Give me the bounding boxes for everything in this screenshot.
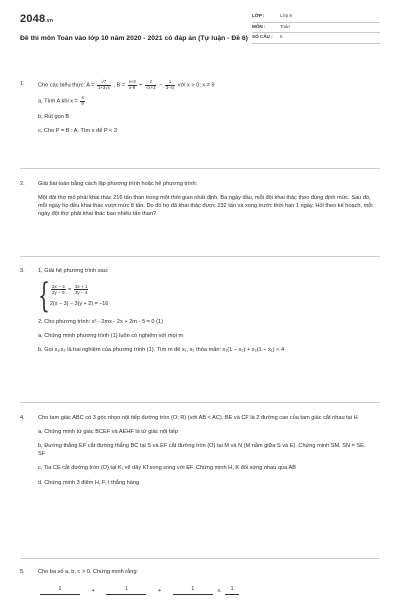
question-number: 5. (20, 569, 25, 575)
part-2b: b, Gọi x₁,x₂ là hai nghiệm của phương trình (1). Tìm m để x₁, x₂ thỏa mãn: x₁(1 − x₂) + x₂(1 − x₁) < 4 (38, 346, 285, 353)
fraction-b2: $\frac{2}{√x+3}$ (146, 79, 156, 90)
question-intro: Cho tam giác ABC có 3 góc nhọn nội tiếp đường tròn (O; R) (với AB < AC). BE và CF là 2 đường cao của tam giác cắt nhau tại H (38, 415, 358, 421)
part-2a: a, Chứng minh phương trình (1) luôn có nghiệm với mọi m (38, 332, 184, 339)
document-title: Đề thi môn Toán vào lớp 10 năm 2020 - 2021 có đáp án (Tự luận - Đề 6) (20, 34, 248, 42)
fraction-3: 1 (173, 586, 213, 595)
equation-system (38, 276, 374, 317)
meta-row-count: SỐ CÂU : 5 (252, 33, 380, 44)
question-2 (20, 180, 380, 224)
divider (20, 168, 380, 169)
fraction-b1: $\frac{x+3}{x-9}$ (128, 79, 136, 90)
equation-2: 2(x − 3) − 3(y + 2) = −16 (50, 300, 109, 307)
divider (20, 256, 380, 257)
meta-table (252, 12, 380, 44)
brand-logo[interactable]: 2048.vn (20, 13, 54, 25)
question-number: 3. (20, 268, 25, 274)
equation-1: $\frac{2x - 3}{2y - 5}$ = $\frac{3x + 1}{3y - 4}$ (52, 284, 88, 296)
part-c: c, Tia CE cắt đường tròn (O) tại K, vẽ dây KI song song với EF. Chứng minh H, K đối xứng nhau qua AB (38, 465, 296, 472)
question-intro: Cho ba số a, b, c > 0. Chứng minh rằng: (38, 569, 138, 575)
fraction-b3: $\frac{1}{3-√x}$ (165, 79, 175, 90)
meta-row-class: LỚP : Lớp 9 (252, 12, 380, 23)
fraction-a: $\frac{√7}{1+3√x}$ (98, 79, 110, 90)
fraction-1: 1 (40, 586, 80, 595)
part-2: 2, Cho phương trình: x² - 2mx - 2x + 2m - 5 = 0 (1) (38, 318, 163, 325)
question-intro: 1, Giải hệ phương trình sau: (38, 268, 109, 274)
part-c: c, Cho P = B : A. Tìm x để P < 3 (38, 127, 117, 134)
part-a: a, Chứng minh tứ giác BCEF và AEHF là tứ giác nội tiếp (38, 429, 178, 436)
brace-icon: { (38, 276, 50, 317)
divider (20, 558, 380, 559)
question-intro: Cho các biểu thức: A = $\frac{√7}{1+3√x}$ , B = $\frac{x+3}{x-9}$ + $\frac{2}{√x+3}$ − $\frac{1}{3-√x}$ với x > 0; x ≠ 9 (38, 79, 215, 90)
part-b: b, Rút gọn B (38, 113, 70, 120)
question-number: 1. (20, 81, 25, 87)
divider (20, 402, 380, 403)
question-5 (20, 568, 380, 582)
question-number: 4. (20, 415, 25, 421)
document-header (20, 12, 380, 62)
meta-row-subject: MÔN : Toán (252, 23, 380, 34)
part-a: a, Tính A khi x = $\frac{4}{9}$ (38, 95, 84, 107)
question-body: Một đội thợ mỏ phải khai thác 216 tấn than trong một thời gian nhất định. Ba ngày đầu, mỗi đội khai thác theo đúng định mức. Sau đó, mỗi ngày họ đều khai thác vượt mức 8 tấn. Do đó họ đã khai thác được 232 tấn và xong trước thời hạn 1 ngày. Hỏi theo kế hoạch, mỗi ngày đội thợ phải khai thác bao nhiêu tấn than? (38, 195, 373, 218)
question-4 (20, 414, 380, 493)
part-b: b, Đường thẳng EF cắt đường thẳng BC tại S và EF cắt đường tròn (O) tại M và N (M nằm giữa S và E). Chứng minh SM. SN = SE. SF (38, 443, 366, 458)
question-number: 2. (20, 181, 25, 187)
inequality: 1 + 1 + 1 ≤ 1 (40, 586, 380, 595)
question-intro: Giải bài toán bằng cách lập phương trình hoặc hệ phương trình: (38, 181, 198, 187)
fraction-x: $\frac{4}{9}$ (81, 95, 84, 107)
question-1 (20, 80, 380, 141)
fraction-rhs: 1 (225, 586, 239, 595)
part-d: d, Chứng minh 3 điểm H, F, I thẳng hàng (38, 479, 140, 486)
fraction-2: 1 (106, 586, 146, 595)
question-3 (20, 267, 380, 360)
